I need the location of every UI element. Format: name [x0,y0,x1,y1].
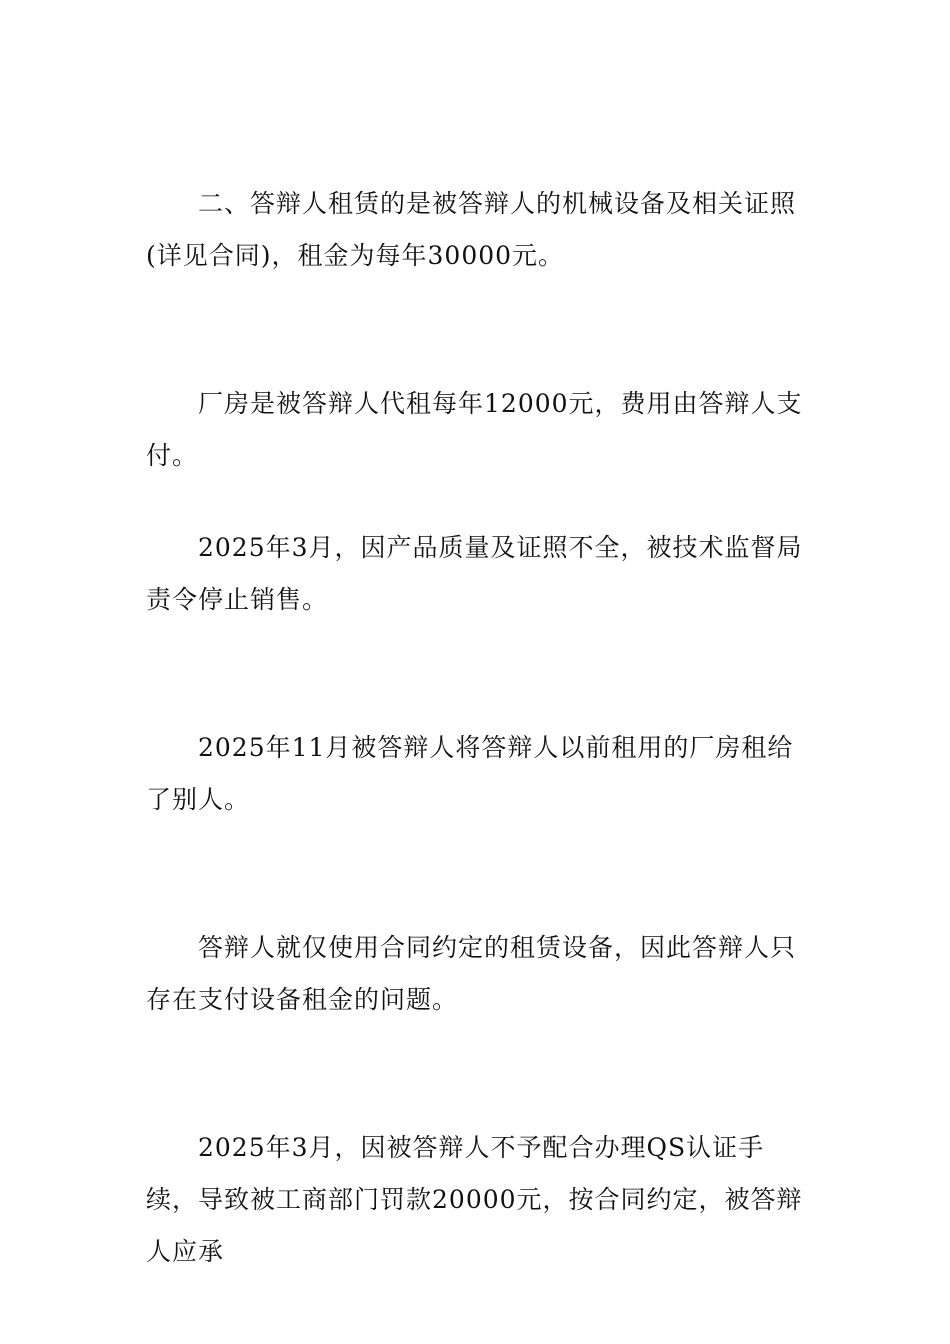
paragraph-5: 答辩人就仅使用合同约定的租赁设备，因此答辩人只存在支付设备租金的问题。 [146,933,797,1014]
paragraph-1: 二、答辩人租赁的是被答辩人的机械设备及相关证照(详见合同)，租金为每年30000元。 [146,189,797,270]
paragraph-6: 2025年3月，因被答辩人不予配合办理QS认证手续，导致被工商部门罚款20000元，按合同约定，被答辩人应承 [146,1133,803,1266]
paragraph-3: 2025年3月，因产品质量及证照不全，被技术监督局责令停止销售。 [146,533,803,614]
paragraph-4: 2025年11月被答辩人将答辩人以前租用的厂房租给了别人。 [146,733,794,814]
paragraph-2: 厂房是被答辩人代租每年12000元，费用由答辩人支付。 [146,389,803,470]
